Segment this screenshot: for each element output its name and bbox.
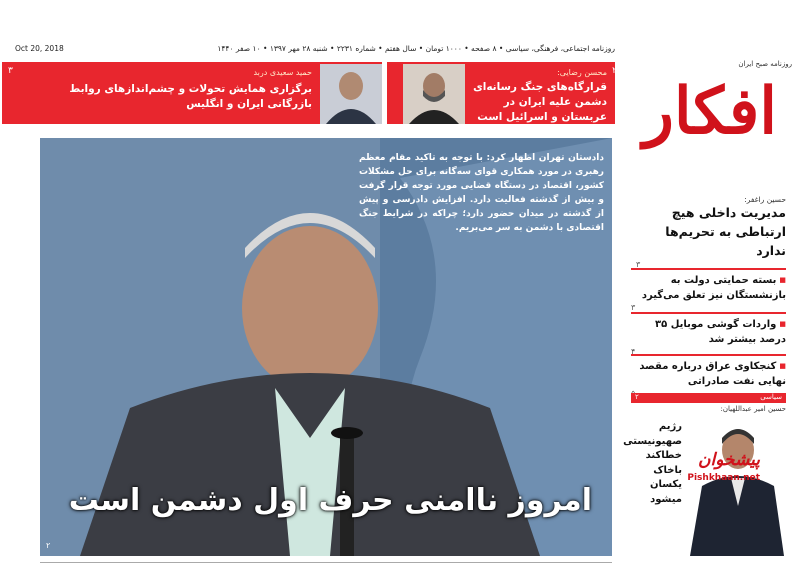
lead-page-number: ۲ [46, 541, 51, 550]
teaser-page-number: ۲ [612, 66, 617, 76]
brief-page-number: ۴ [631, 347, 636, 356]
political-author: حسین امیر عبداللهیان: [720, 405, 786, 413]
brief-item[interactable] [631, 312, 786, 356]
brief-page-number: ۳ [631, 303, 636, 312]
teaser-author: محسن رضایی: [557, 68, 607, 77]
column-story[interactable] [636, 195, 786, 269]
teaser-portrait-photo [403, 64, 465, 124]
political-section-label: سیاسی [760, 393, 782, 401]
teaser-headline: برگزاری همایش تحولات و چشم‌اندازهای روابط بازرگانی ایران و انگلیس [69, 83, 312, 111]
teaser-author: حمید سعیدی دربد [253, 68, 312, 77]
brief-headline: ■ کنجکاوی عراق درباره مقصد نهایی نفت صادراتی [631, 359, 786, 389]
lead-story[interactable] [40, 138, 612, 556]
brief-item[interactable] [631, 268, 786, 312]
brief-headline: ■ بسته حمایتی دولت به بازنشستگان نیز تعلق می‌گیرد [631, 273, 786, 303]
column-author: حسین راغفر: [744, 195, 786, 204]
masthead [627, 40, 792, 190]
issue-date-gregorian: Oct 20, 2018 [15, 44, 64, 53]
column-page-number: ۳ [636, 260, 641, 270]
teaser-trade-relations[interactable] [2, 62, 382, 124]
brief-headline: ■ واردات گوشی موبایل ۳۵ درصد بیشتر شد [631, 317, 786, 347]
brief-item[interactable] [631, 354, 786, 398]
masthead-subtitle: روزنامه صبح ایران [738, 60, 792, 68]
political-headline: رژیم صهیونیستی خطاکند باخاک یکسان میشود [623, 421, 682, 505]
teaser-portrait-photo [320, 64, 382, 124]
teaser-headline: قرارگاه‌های جنگ رسانه‌ای دشمن علیه ایران در عربستان و اسرائیل است [473, 81, 607, 124]
column-headline: مدیریت داخلی هیچ ارتباطی به تحریم‌ها ندارد [665, 205, 786, 258]
issue-details: روزنامه اجتماعی، فرهنگی، سیاسی • ۸ صفحه • ۱۰۰۰ تومان • سال هفتم • شماره ۲۲۳۱ • شنبه ۲۸ مهر ۱۳۹۷ • ۱۰ صفر ۱۴۴۰ [217, 44, 615, 53]
bottom-rule [40, 562, 612, 570]
watermark-url[interactable]: Pishkhaan.net [687, 473, 760, 483]
political-portrait-photo [676, 416, 786, 556]
newspaper-logo: افکار [642, 74, 778, 149]
lead-summary: دادستان تهران اظهار کرد: با توجه به تاکید مقام معظم رهبری در مورد همکاری قوای سه‌گانه برای حل مشکلات کشور، اقتصاد در دستگاه قضایی مورد توجه قرار گرفت و بیش از گذشته فعالیت دارد. افزایش دادرسی و پیش از گذشته در میدان حضور دارد؛ چراکه در شرایط جنگ اقتصادی با دشمن به سر می‌بریم. [359, 153, 604, 233]
teaser-page-number: ۳ [8, 66, 13, 76]
lead-headline: امروز ناامنی حرف اول دشمن است [68, 483, 592, 518]
watermark-brand: پیشخوان [698, 450, 760, 470]
teaser-rezaei[interactable] [387, 62, 615, 124]
political-section-bar [631, 393, 786, 403]
political-page-number: ۲ [635, 393, 639, 401]
issue-info-line [15, 44, 615, 58]
